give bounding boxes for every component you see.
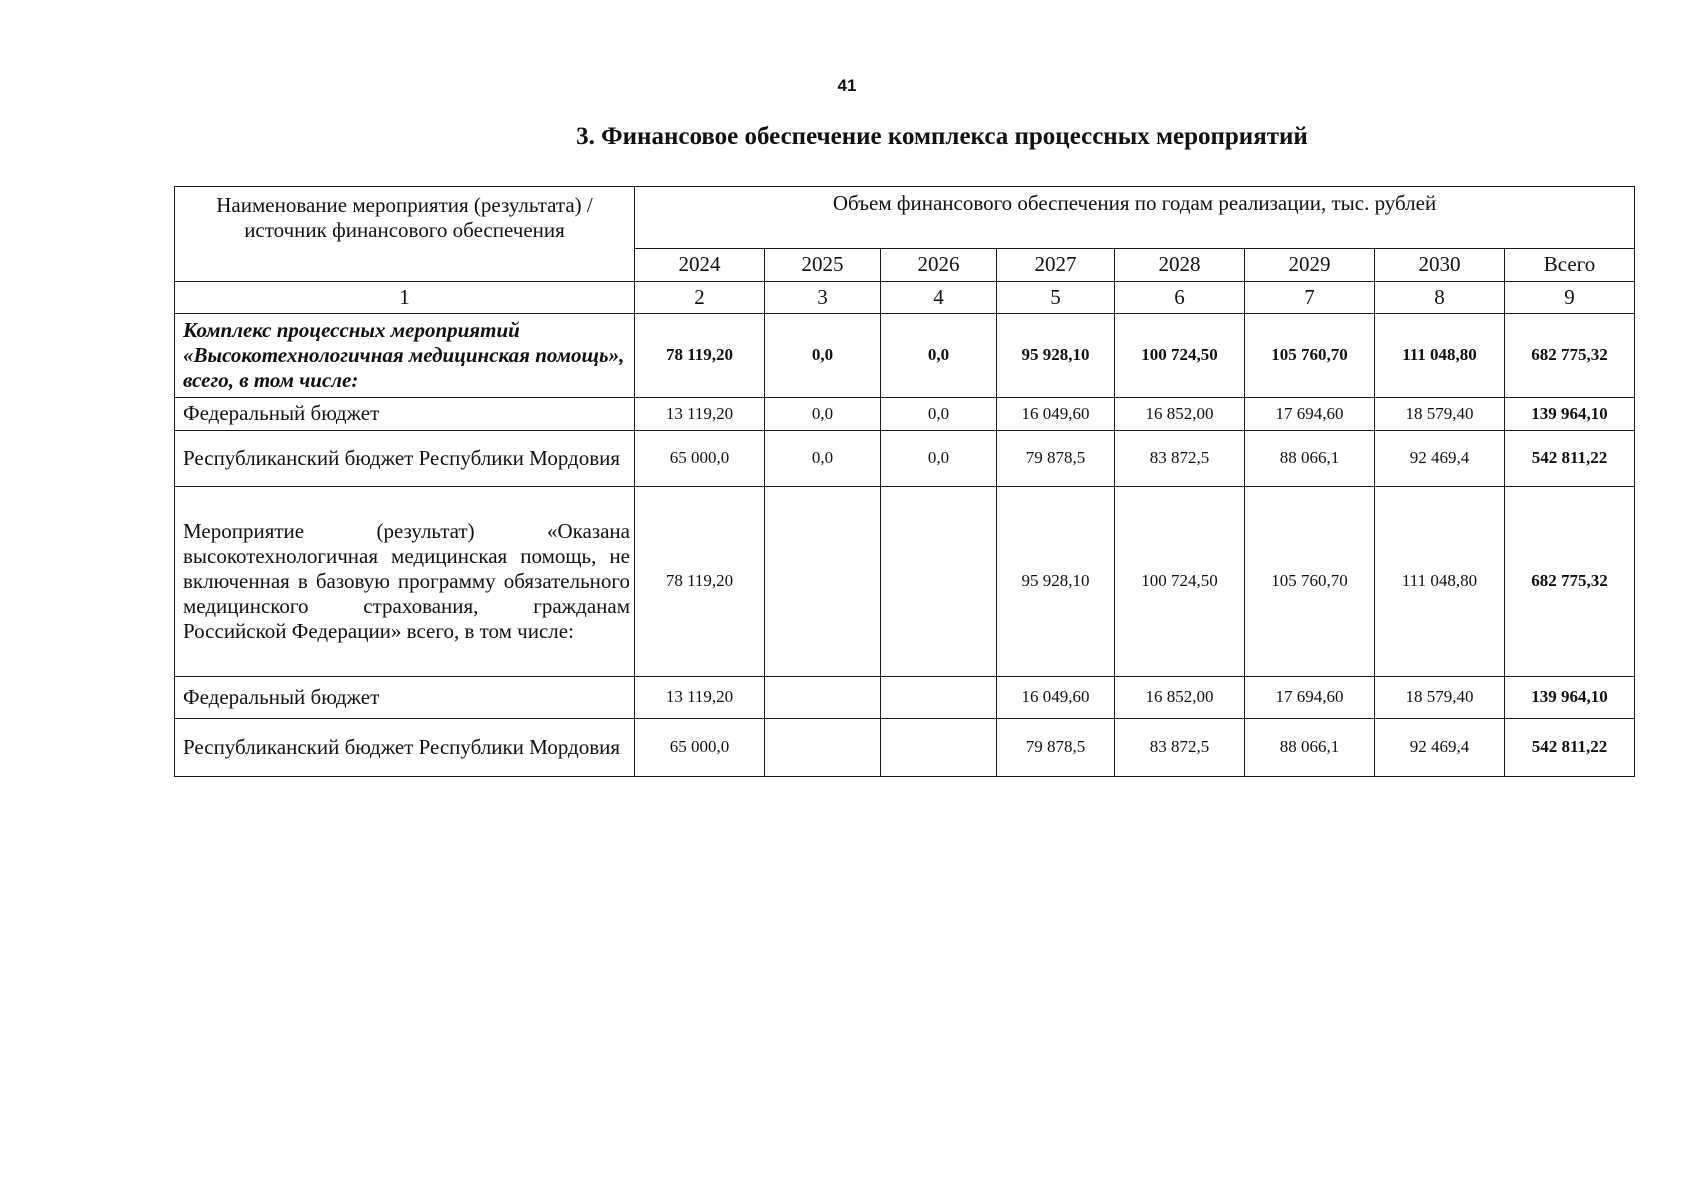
total-cell: 682 775,32 — [1505, 487, 1635, 677]
year-2024: 2024 — [635, 249, 765, 282]
value-cell: 100 724,50 — [1115, 314, 1245, 398]
value-cell — [881, 487, 997, 677]
value-cell: 111 048,80 — [1375, 314, 1505, 398]
value-cell: 78 119,20 — [635, 314, 765, 398]
value-cell: 95 928,10 — [997, 487, 1115, 677]
header-row-top — [175, 187, 1635, 249]
value-cell: 105 760,70 — [1245, 314, 1375, 398]
col-number-7: 7 — [1245, 282, 1375, 314]
year-2025: 2025 — [765, 249, 881, 282]
value-cell: 16 049,60 — [997, 677, 1115, 719]
value-cell: 13 119,20 — [635, 677, 765, 719]
row-name: Республиканский бюджет Республики Мордовия — [175, 431, 635, 487]
row-name: Федеральный бюджет — [175, 677, 635, 719]
value-cell — [881, 719, 997, 777]
row-name: Республиканский бюджет Республики Мордовия — [175, 719, 635, 777]
value-cell: 79 878,5 — [997, 719, 1115, 777]
section-title: 3. Финансовое обеспечение комплекса процессных мероприятий — [576, 123, 1308, 150]
total-cell: 682 775,32 — [1505, 314, 1635, 398]
value-cell: 100 724,50 — [1115, 487, 1245, 677]
financing-table — [174, 186, 1635, 777]
year-2030: 2030 — [1375, 249, 1505, 282]
table-row — [175, 398, 1635, 431]
header-volume-column: Объем финансового обеспечения по годам реализации, тыс. рублей — [635, 187, 1635, 249]
value-cell — [765, 719, 881, 777]
col-number-6: 6 — [1115, 282, 1245, 314]
row-name: Комплекс процессных мероприятий «Высокотехнологичная медицинская помощь», всего, в том числе: — [175, 314, 635, 398]
table-row — [175, 719, 1635, 777]
col-number-4: 4 — [881, 282, 997, 314]
col-number-2: 2 — [635, 282, 765, 314]
value-cell: 17 694,60 — [1245, 398, 1375, 431]
row-name: Мероприятие (результат) «Оказана высокотехнологичная медицинская помощь, не включенная в базовую программу обязательного медицинского страхования, гражданам Российской Федерации» всего, в том числе: — [175, 487, 635, 677]
value-cell: 13 119,20 — [635, 398, 765, 431]
year-2029: 2029 — [1245, 249, 1375, 282]
total-cell: 542 811,22 — [1505, 431, 1635, 487]
value-cell: 111 048,80 — [1375, 487, 1505, 677]
header-name-column: Наименование мероприятия (результата) / источник финансового обеспечения — [175, 187, 635, 282]
value-cell: 83 872,5 — [1115, 719, 1245, 777]
value-cell: 65 000,0 — [635, 431, 765, 487]
table-row — [175, 677, 1635, 719]
year-2027: 2027 — [997, 249, 1115, 282]
col-number-1: 1 — [175, 282, 635, 314]
value-cell: 78 119,20 — [635, 487, 765, 677]
row-name: Федеральный бюджет — [175, 398, 635, 431]
value-cell: 95 928,10 — [997, 314, 1115, 398]
year-total: Всего — [1505, 249, 1635, 282]
value-cell: 79 878,5 — [997, 431, 1115, 487]
page-number: 41 — [837, 76, 857, 95]
table-row — [175, 431, 1635, 487]
year-2026: 2026 — [881, 249, 997, 282]
value-cell — [881, 677, 997, 719]
value-cell: 105 760,70 — [1245, 487, 1375, 677]
value-cell: 17 694,60 — [1245, 677, 1375, 719]
column-number-row — [175, 282, 1635, 314]
total-cell: 139 964,10 — [1505, 677, 1635, 719]
total-cell: 542 811,22 — [1505, 719, 1635, 777]
total-cell: 139 964,10 — [1505, 398, 1635, 431]
value-cell: 0,0 — [765, 431, 881, 487]
value-cell: 92 469,4 — [1375, 719, 1505, 777]
value-cell: 0,0 — [881, 398, 997, 431]
value-cell: 16 852,00 — [1115, 677, 1245, 719]
value-cell — [765, 677, 881, 719]
col-number-3: 3 — [765, 282, 881, 314]
year-2028: 2028 — [1115, 249, 1245, 282]
value-cell: 0,0 — [765, 398, 881, 431]
col-number-8: 8 — [1375, 282, 1505, 314]
col-number-9: 9 — [1505, 282, 1635, 314]
value-cell: 18 579,40 — [1375, 398, 1505, 431]
value-cell: 92 469,4 — [1375, 431, 1505, 487]
table-row — [175, 487, 1635, 677]
value-cell: 16 852,00 — [1115, 398, 1245, 431]
value-cell — [765, 487, 881, 677]
value-cell: 0,0 — [765, 314, 881, 398]
value-cell: 16 049,60 — [997, 398, 1115, 431]
col-number-5: 5 — [997, 282, 1115, 314]
value-cell: 88 066,1 — [1245, 431, 1375, 487]
value-cell: 0,0 — [881, 431, 997, 487]
value-cell: 18 579,40 — [1375, 677, 1505, 719]
value-cell: 83 872,5 — [1115, 431, 1245, 487]
table-row — [175, 314, 1635, 398]
value-cell: 0,0 — [881, 314, 997, 398]
value-cell: 65 000,0 — [635, 719, 765, 777]
value-cell: 88 066,1 — [1245, 719, 1375, 777]
